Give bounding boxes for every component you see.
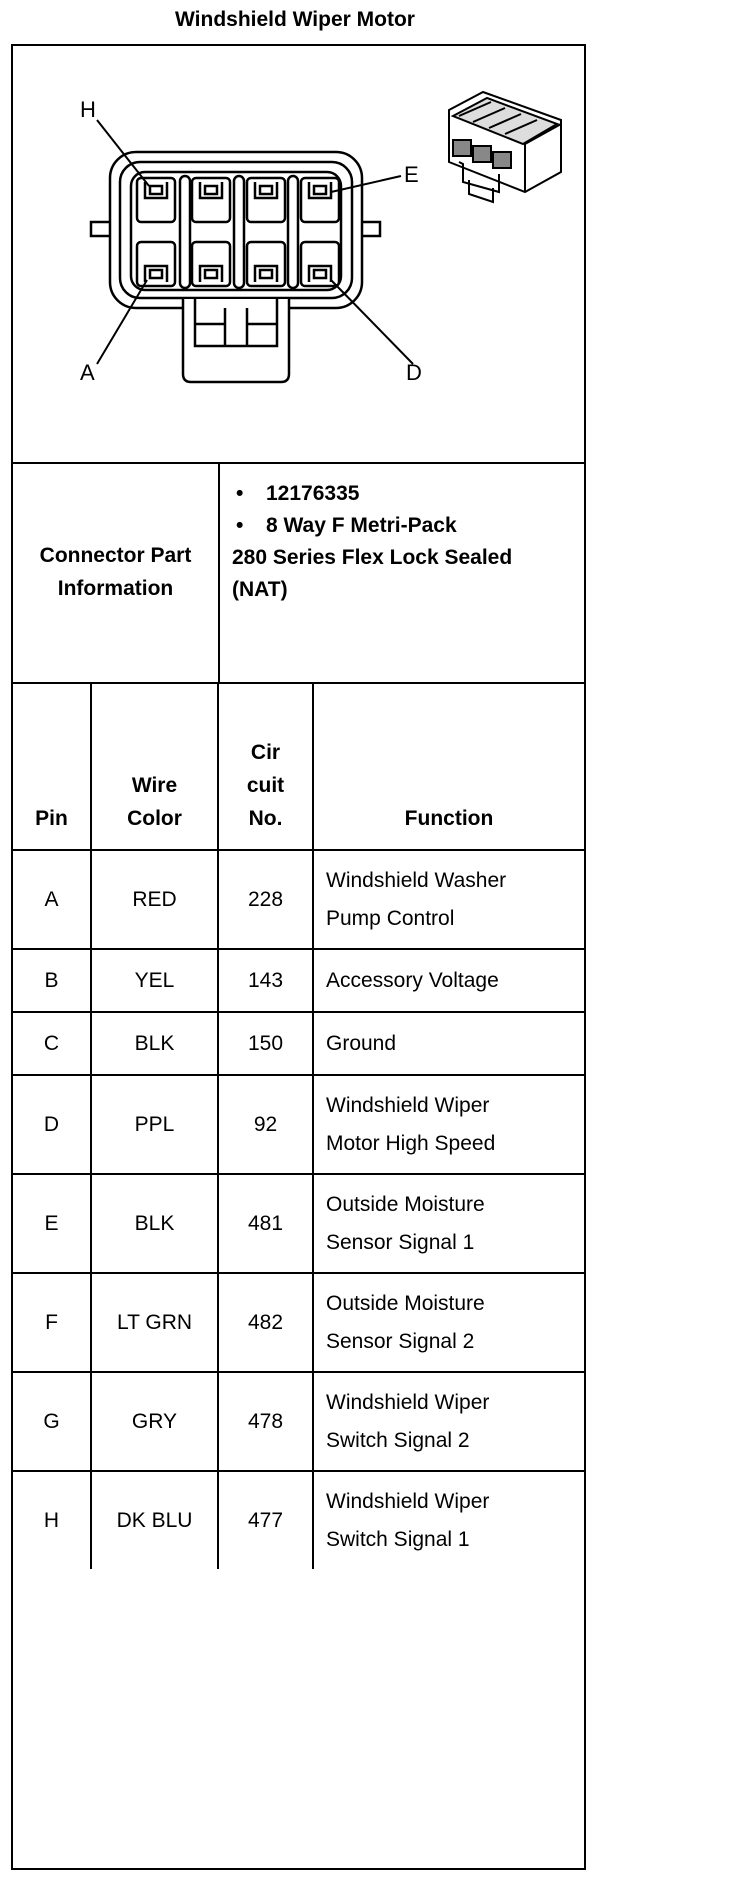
pin-cell: C bbox=[13, 1012, 91, 1075]
header-circuit-no bbox=[218, 682, 313, 850]
bullet-glyph: • bbox=[236, 482, 244, 505]
circuit-cell: 481 bbox=[218, 1174, 313, 1273]
connector-info-label-line2: Information bbox=[57, 577, 174, 600]
cavity-label-a: A bbox=[80, 360, 95, 385]
function-line1: Windshield Wiper bbox=[326, 1489, 490, 1513]
circuit-cell: 92 bbox=[218, 1075, 313, 1174]
pin-cell: A bbox=[13, 850, 91, 949]
function-line2: Pump Control bbox=[326, 906, 455, 930]
table-header-row bbox=[13, 682, 584, 850]
function-cell bbox=[313, 949, 584, 1012]
pin-cell: B bbox=[13, 949, 91, 1012]
pin-cell: H bbox=[13, 1471, 91, 1569]
function-line1: Windshield Wiper bbox=[326, 1093, 490, 1117]
function-line2: Sensor Signal 2 bbox=[326, 1329, 475, 1353]
header-wire-color-line1: Wire bbox=[131, 774, 178, 797]
table-row bbox=[13, 1471, 584, 1569]
table-row bbox=[13, 1273, 584, 1372]
connector-sheet bbox=[11, 44, 586, 1870]
connector-info-label-line1: Connector Part bbox=[39, 544, 192, 567]
table-row bbox=[13, 1372, 584, 1471]
connector-3d-thumbnail-icon bbox=[449, 92, 561, 202]
header-pin: Pin bbox=[13, 682, 91, 850]
function-cell bbox=[313, 850, 584, 949]
wire-color-cell: DK BLU bbox=[91, 1471, 218, 1569]
wire-color-cell: YEL bbox=[91, 949, 218, 1012]
wire-color-cell: RED bbox=[91, 850, 218, 949]
function-cell bbox=[313, 1174, 584, 1273]
function-line1: Accessory Voltage bbox=[326, 968, 499, 992]
wire-color-cell: BLK bbox=[91, 1174, 218, 1273]
header-wire-color-line2: Color bbox=[127, 807, 182, 830]
function-line2: Switch Signal 2 bbox=[326, 1428, 470, 1452]
function-line1: Outside Moisture bbox=[326, 1192, 485, 1216]
wire-color-cell: LT GRN bbox=[91, 1273, 218, 1372]
function-line1: Ground bbox=[326, 1031, 397, 1055]
function-cell bbox=[313, 1012, 584, 1075]
wire-color-cell: GRY bbox=[91, 1372, 218, 1471]
bullet-glyph: • bbox=[236, 514, 244, 537]
function-cell bbox=[313, 1471, 584, 1569]
connector-info-value bbox=[232, 478, 577, 606]
connector-type: 8 Way F Metri-Pack bbox=[266, 514, 457, 537]
circuit-cell: 478 bbox=[218, 1372, 313, 1471]
circuit-cell: 228 bbox=[218, 850, 313, 949]
table-row bbox=[13, 1174, 584, 1273]
connector-face-svg bbox=[13, 46, 584, 462]
connector-part-info bbox=[13, 462, 584, 684]
list-item bbox=[232, 478, 577, 510]
connector-info-label bbox=[13, 462, 220, 682]
circuit-cell: 150 bbox=[218, 1012, 313, 1075]
pin-cell: G bbox=[13, 1372, 91, 1471]
table-row bbox=[13, 1075, 584, 1174]
wire-color-cell: BLK bbox=[91, 1012, 218, 1075]
list-item bbox=[232, 510, 577, 542]
table-row bbox=[13, 1012, 584, 1075]
function-cell bbox=[313, 1075, 584, 1174]
function-line2: Switch Signal 1 bbox=[326, 1527, 470, 1551]
header-wire-color bbox=[91, 682, 218, 850]
pin-cell: F bbox=[13, 1273, 91, 1372]
table-row bbox=[13, 949, 584, 1012]
pin-cell: D bbox=[13, 1075, 91, 1174]
function-cell bbox=[313, 1273, 584, 1372]
function-line1: Windshield Wiper bbox=[326, 1390, 490, 1414]
pin-table bbox=[13, 682, 584, 1569]
cavity-label-d: D bbox=[406, 360, 422, 385]
connector-diagram bbox=[13, 46, 584, 464]
table-row bbox=[13, 850, 584, 949]
function-line1: Windshield Washer bbox=[326, 868, 507, 892]
wire-color-cell: PPL bbox=[91, 1075, 218, 1174]
header-circuit-line1: Cir bbox=[250, 741, 281, 764]
function-line2: Motor High Speed bbox=[326, 1131, 496, 1155]
circuit-cell: 482 bbox=[218, 1273, 313, 1372]
part-number: 12176335 bbox=[266, 482, 360, 505]
connector-series-note: (NAT) bbox=[232, 578, 288, 601]
circuit-cell: 477 bbox=[218, 1471, 313, 1569]
header-circuit-line3: No. bbox=[248, 807, 283, 830]
page-title: Windshield Wiper Motor bbox=[175, 8, 415, 31]
circuit-cell: 143 bbox=[218, 949, 313, 1012]
cavity-label-e: E bbox=[404, 162, 419, 187]
header-circuit-line2: cuit bbox=[246, 774, 285, 797]
cavity-label-h: H bbox=[80, 97, 96, 122]
function-line1: Outside Moisture bbox=[326, 1291, 485, 1315]
connector-series: 280 Series Flex Lock Sealed bbox=[232, 546, 513, 569]
function-cell bbox=[313, 1372, 584, 1471]
header-function: Function bbox=[313, 682, 584, 850]
pin-cell: E bbox=[13, 1174, 91, 1273]
function-line2: Sensor Signal 1 bbox=[326, 1230, 475, 1254]
